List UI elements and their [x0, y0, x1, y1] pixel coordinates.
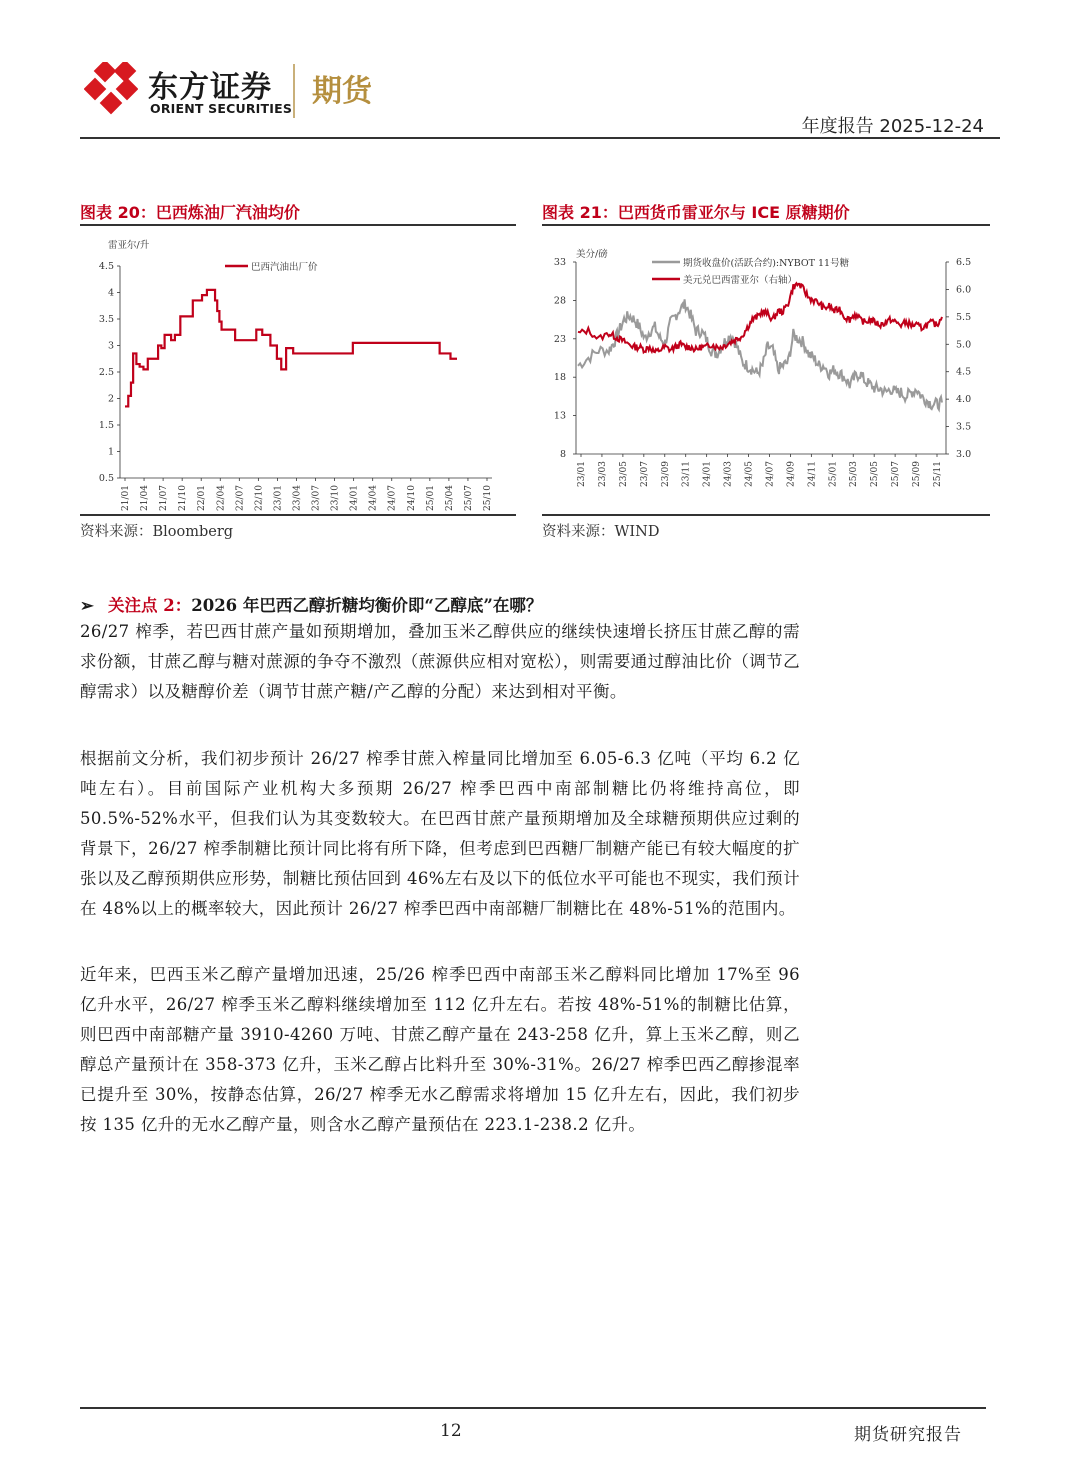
chart-left-xtick-label: 23/07 — [311, 485, 322, 511]
chart-left-xtick-label: 24/10 — [406, 485, 417, 511]
chart-left-xtick-label: 22/04 — [216, 485, 227, 511]
body-paragraph-2: 根据前文分析，我们初步预计 26/27 榨季甘蔗入榨量同比增加至 6.05-6.3 亿吨（平均 6.2 亿吨左右）。目前国际产业机构大多预期 26/27 榨季巴西中南部制糖比仍将维持高位，即 50.5%-52%水平，但我们认为其变数较大。在巴西甘蔗产量预期增加及全球糖预期供应过剩的背景下，26/27 榨季制糖比预计同比将有所下降，但考虑到巴西糖厂制糖产能已有较大幅度的扩张以及乙醇预期供应形势，制糖比预估回到 46%左右及以下的低位水平可能也不现实，我们预计在 48%以上的概率较大，因此预计 26/27 榨季巴西中南部糖厂制糖比在 48%-51%的范围内。 — [80, 749, 800, 918]
chart-right-ytick-label: 28 — [553, 295, 566, 307]
figure-20-source: 资料来源：Bloomberg — [80, 524, 234, 540]
chart-right-xtick-label: 25/07 — [891, 461, 902, 487]
chart-right-ylabel: 美分/磅 — [576, 249, 608, 260]
body-paragraph-1: 26/27 榨季，若巴西甘蔗产量如预期增加，叠加玉米乙醇供应的继续快速增长挤压甘蔗乙醇的需求份额，甘蔗乙醇与糖对蔗源的争夺不激烈（蔗源供应相对宽松），则需要通过醇油比价（调节乙醇需求）以及糖醇价差（调节甘蔗产糖/产乙醇的分配）来达到相对平衡。 — [80, 622, 800, 701]
chart-left-ytick-label: 1 — [107, 446, 114, 458]
chart-left-xtick-label: 21/10 — [178, 485, 189, 511]
figure-21-title: 图表 21：巴西货币雷亚尔与 ICE 原糖期价 — [542, 203, 850, 222]
chart-right-xtick-label: 24/05 — [744, 461, 755, 487]
chart-left-ytick-label: 4.5 — [98, 261, 114, 272]
chart-right-legend-sugar: 期货收盘价(活跃合约):NYBOT 11号糖 — [683, 258, 850, 269]
chart-right-ytick-label: 8 — [559, 449, 566, 460]
focus-point-heading — [80, 592, 542, 616]
chart-left-series-line — [125, 290, 457, 407]
figure-21-bottom-rule — [542, 514, 990, 516]
chart-right-xtick-label: 23/09 — [660, 461, 671, 487]
chart-left-xtick-label: 25/07 — [463, 485, 474, 511]
chart-left-ytick-label: 2 — [107, 393, 114, 405]
chart-left-xtick-label: 21/07 — [159, 485, 170, 511]
figure-21-top-rule — [542, 224, 990, 226]
chart-right-xtick-label: 23/07 — [639, 461, 650, 487]
arrow-bullet-icon: ➢ — [80, 596, 94, 615]
chart-right-y2tick-label: 5.5 — [956, 311, 972, 323]
chart-left-ytick-label: 1.5 — [98, 420, 114, 431]
chart-left-xtick-label: 22/10 — [254, 485, 265, 511]
chart-brl-sugar — [542, 228, 990, 512]
chart-right-xtick-label: 25/11 — [933, 461, 943, 487]
chart-right-xtick-label: 24/11 — [807, 461, 818, 487]
chart-left-ytick-label: 0.5 — [98, 473, 114, 484]
chart-right-xtick-label: 23/03 — [597, 461, 608, 487]
report-type-date: 年度报告 2025-12-24 — [801, 116, 984, 137]
chart-right-legend-brl: 美元兑巴西雷亚尔（右轴） — [683, 275, 798, 286]
footer-divider — [80, 1407, 986, 1409]
chart-left-xtick-label: 25/01 — [425, 485, 436, 511]
chart-right-y2tick-label: 4.5 — [956, 366, 972, 378]
chart-right-xtick-label: 24/09 — [786, 461, 797, 487]
chart-right-xtick-label: 25/05 — [870, 461, 881, 487]
brand-name-cn: 东方证券 — [148, 70, 272, 105]
chart-right-ytick-label: 18 — [553, 372, 566, 384]
footer-label: 期货研究报告 — [854, 1425, 962, 1445]
brand-subtitle: 期货 — [312, 74, 372, 109]
chart-left-xtick-label: 23/01 — [273, 485, 284, 511]
figure-20-bottom-rule — [80, 514, 516, 516]
chart-left-xtick-label: 25/10 — [483, 485, 493, 511]
chart-left-ytick-label: 3 — [107, 340, 114, 352]
header-divider — [80, 137, 1000, 139]
chart-left-ytick-label: 4 — [107, 287, 114, 299]
chart-left-xtick-label: 21/04 — [140, 485, 151, 511]
brand-name-en: ORIENT SECURITIES — [150, 101, 293, 116]
chart-left-xtick-label: 23/04 — [292, 485, 303, 511]
chart-left-ytick-label: 3.5 — [98, 314, 114, 325]
chart-left-xtick-label: 22/07 — [235, 485, 246, 511]
chart-right-y2tick-label: 4.0 — [956, 394, 972, 406]
chart-right-y2tick-label: 3.5 — [956, 421, 972, 433]
orient-logo-icon — [84, 62, 138, 116]
chart-left-ytick-label: 2.5 — [98, 367, 114, 378]
chart-right-y2tick-label: 5.0 — [956, 339, 972, 351]
chart-right-ytick-label: 13 — [553, 410, 566, 422]
chart-right-xtick-label: 25/03 — [849, 461, 860, 487]
chart-right-ytick-label: 33 — [553, 257, 566, 268]
chart-right-xtick-label: 24/07 — [765, 461, 776, 487]
chart-right-ytick-label: 23 — [553, 333, 566, 345]
chart-right-y2tick-label: 3.0 — [956, 449, 972, 460]
chart-right-xtick-label: 25/09 — [912, 461, 923, 487]
chart-right-xtick-label: 23/11 — [681, 461, 692, 487]
figure-20-title: 图表 20：巴西炼油厂汽油均价 — [80, 203, 300, 222]
chart-right-xtick-label: 23/01 — [577, 461, 587, 487]
chart-left-legend-label: 巴西汽油出厂价 — [251, 262, 318, 273]
chart-left-ylabel: 雷亚尔/升 — [108, 240, 150, 251]
brand-divider — [293, 64, 295, 118]
chart-right-y2tick-label: 6.0 — [956, 284, 972, 296]
chart-right-xtick-label: 24/03 — [723, 461, 734, 487]
chart-left-xtick-label: 24/04 — [368, 485, 379, 511]
chart-right-xtick-label: 25/01 — [828, 461, 839, 487]
figure-20-top-rule — [80, 224, 516, 226]
chart-gasoline-price — [80, 228, 516, 512]
chart-right-xtick-label: 23/05 — [618, 461, 629, 487]
focus-point-text: 2026 年巴西乙醇折糖均衡价即“乙醇底”在哪？ — [191, 596, 543, 615]
body-paragraph-3: 近年来，巴西玉米乙醇产量增加迅速，25/26 榨季巴西中南部玉米乙醇料同比增加 17%至 96 亿升水平，26/27 榨季玉米乙醇料继续增加至 112 亿升左右。若按 48%-51%的制糖比估算，则巴西中南部糖产量 3910-4260 万吨、甘蔗乙醇产量在 243-258 亿升，算上玉米乙醇，则乙醇总产量预计在 358-373 亿升，玉米乙醇占比料升至 30%-31%。26/27 榨季巴西乙醇掺混率已提升至 30%，按静态估算，26/27 榨季无水乙醇需求将增加 15 亿升左右，因此，我们初步按 135 亿升的无水乙醇产量，则含水乙醇产量预估在 223.1-238.2 亿升。 — [80, 965, 800, 1134]
focus-point-label: 关注点 2： — [108, 596, 192, 615]
chart-left-xtick-label: 22/01 — [197, 485, 208, 511]
page-number: 12 — [440, 1421, 462, 1441]
chart-left-xtick-label: 24/07 — [387, 485, 398, 511]
chart-left-xtick-label: 25/04 — [444, 485, 455, 511]
chart-left-xtick-label: 23/10 — [330, 485, 341, 511]
chart-left-xtick-label: 21/01 — [121, 485, 131, 511]
chart-right-xtick-label: 24/01 — [702, 461, 713, 487]
chart-right-y2tick-label: 6.5 — [956, 257, 972, 268]
figure-21-source: 资料来源：WIND — [542, 524, 660, 540]
chart-left-xtick-label: 24/01 — [349, 485, 360, 511]
